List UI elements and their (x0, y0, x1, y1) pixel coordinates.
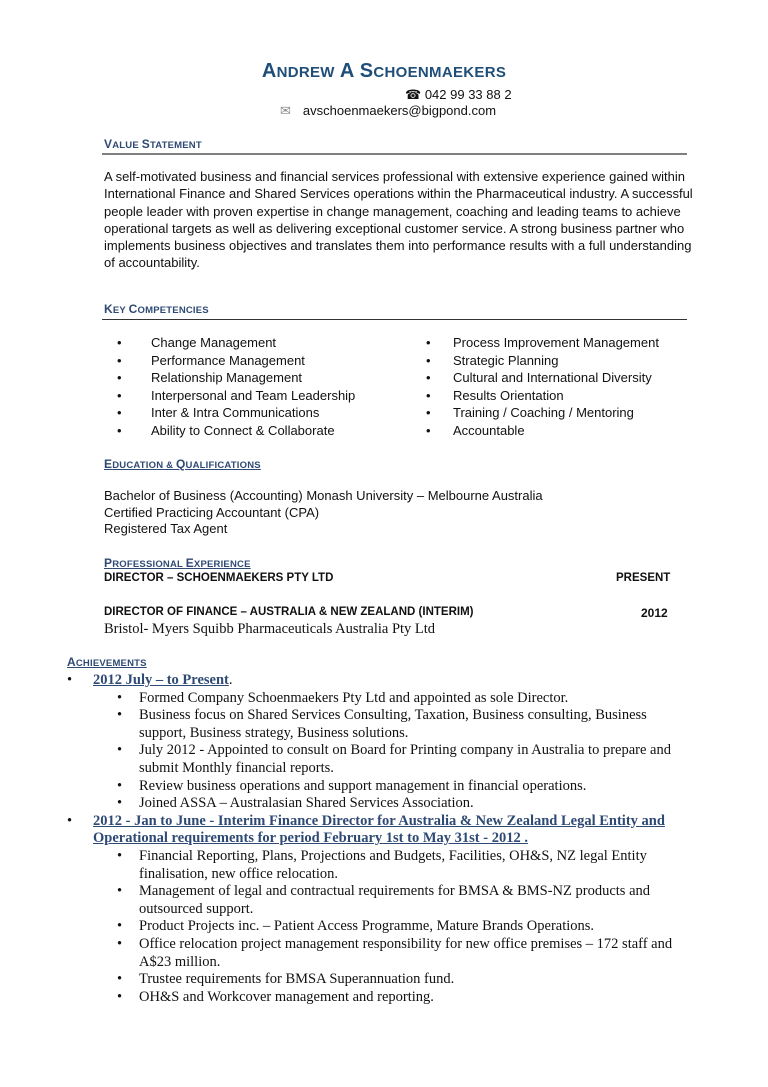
experience-heading (104, 556, 251, 570)
candidate-name (0, 60, 768, 83)
achievement-text: Formed Company Schoenmaekers Pty Ltd and appointed as sole Director. (139, 689, 569, 706)
achievement-group (67, 813, 697, 848)
phone-line (405, 87, 512, 103)
achievement-text: July 2012 - Appointed to consult on Board for Printing company in Australia to prepare and submit Monthly financial reports. (139, 742, 671, 776)
competency-label: Accountable (453, 422, 525, 438)
list-item (117, 387, 407, 405)
bullet-icon: • (426, 405, 431, 420)
education-item: Bachelor of Business (Accounting) Monash University – Melbourne Australia (104, 488, 543, 503)
heading-rest: UALIFICATIONS (185, 460, 261, 471)
job-date: 2012 (641, 606, 668, 620)
list-item (117, 369, 407, 387)
achievement-text: Review business operations and support management in financial operations. (139, 777, 587, 794)
achievements-list (67, 672, 697, 1006)
list-item (117, 404, 407, 422)
list-item (67, 918, 697, 936)
achievement-text: Office relocation project management responsibility for new office premises – 172 staff and A$23 million. (139, 935, 673, 970)
heading-initial: K (104, 302, 113, 316)
heading-initial: P (104, 556, 113, 570)
competency-label: Inter & Intra Communications (151, 405, 320, 420)
competency-label: Change Management (151, 335, 277, 350)
heading-rest: ROFESSIONAL (112, 559, 186, 570)
competency-label: Ability to Connect & Collaborate (151, 422, 335, 438)
name-initial: A (339, 60, 354, 82)
bullet-icon: • (117, 370, 122, 385)
education-list (104, 488, 543, 538)
bullet-icon: • (67, 812, 73, 829)
achievement-text: OH&S and Workcover management and reporting. (139, 988, 434, 1005)
competency-label: Strategic Planning (453, 352, 559, 368)
list-item (426, 334, 696, 352)
competency-label: Cultural and International Diversity (453, 370, 652, 385)
list-item (67, 971, 697, 989)
list-item (117, 334, 407, 352)
education-item: Certified Practicing Accountant (CPA) (104, 504, 320, 520)
job-date: PRESENT (616, 572, 671, 584)
bullet-icon: • (117, 777, 123, 794)
list-item (67, 936, 697, 971)
achievement-text: Product Projects inc. – Patient Access Programme, Mature Brands Operations. (139, 918, 595, 935)
job-title: DIRECTOR OF FINANCE – AUSTRALIA & NEW ZEALAND (INTERIM) (104, 606, 474, 618)
section-divider (102, 319, 687, 320)
bullet-icon: • (426, 422, 431, 438)
bullet-icon: • (117, 988, 123, 1005)
heading-initial: A (67, 655, 76, 669)
bullet-icon: • (117, 689, 123, 706)
bullet-icon: • (117, 335, 122, 350)
bullet-icon: • (117, 795, 123, 812)
achievement-period: 2012 July – to Present (93, 672, 229, 688)
education-item: Registered Tax Agent (104, 521, 228, 536)
heading-initial: V (104, 137, 113, 151)
achievements-heading (67, 655, 147, 669)
list-item (67, 690, 697, 708)
bullet-icon: • (117, 935, 123, 952)
competency-label: Process Improvement Management (453, 335, 659, 350)
list-item (67, 795, 697, 813)
bullet-icon: • (117, 918, 123, 935)
competency-label: Training / Coaching / Mentoring (453, 405, 634, 420)
name-rest: CHOENMAEKERS (373, 64, 507, 81)
competencies-right-list (426, 334, 696, 439)
achievement-text: Management of legal and contractual requirements for BMSA & BMS-NZ products and outsourced support. (139, 883, 651, 917)
email-line (280, 103, 496, 119)
list-item (67, 707, 697, 742)
phone-number: 042 99 33 88 2 (424, 87, 512, 102)
bullet-icon: • (426, 370, 431, 385)
phone-icon: ☎ (405, 87, 422, 102)
bullet-icon: • (117, 742, 123, 759)
heading-rest: TATEMENT (149, 140, 202, 151)
heading-rest: ALUE (112, 140, 142, 151)
bullet-icon: • (67, 672, 73, 688)
list-item (426, 387, 696, 405)
list-item (426, 352, 696, 370)
value-statement-heading (104, 137, 202, 151)
list-item (67, 742, 697, 777)
heading-initial: S (141, 137, 150, 151)
achievement-period: 2012 - Jan to June - Interim Finance Director for Australia & New Zealand Legal Entity and Operational requirements for period February 1st to May 31st - 2012 . (93, 812, 665, 847)
achievement-text: Trustee requirements for BMSA Superannuation fund. (139, 971, 455, 988)
bullet-icon: • (117, 847, 123, 864)
competency-label: Relationship Management (151, 370, 303, 385)
job-title: DIRECTOR – SCHOENMAEKERS PTY LTD (104, 572, 334, 584)
competency-label: Results Orientation (453, 387, 564, 403)
education-heading (104, 457, 261, 471)
section-divider (102, 153, 687, 155)
achievement-text: Business focus on Shared Services Consulting, Taxation, Business consulting, Business support, Business strategy, Business solutions. (139, 707, 647, 741)
bullet-icon: • (117, 883, 123, 900)
email-address[interactable]: avschoenmaekers@bigpond.com (302, 103, 497, 118)
heading-rest: EY (112, 305, 129, 316)
bullet-icon: • (426, 335, 431, 350)
key-competencies-heading (104, 302, 209, 316)
heading-initial: E (104, 457, 113, 471)
heading-initial: C (128, 302, 138, 316)
list-item (426, 404, 696, 422)
envelope-icon: ✉ (280, 103, 291, 118)
list-item (426, 422, 696, 440)
heading-rest: XPERIENCE (193, 559, 251, 570)
achievement-text: Financial Reporting, Plans, Projections and Budgets, Facilities, OH&S, NZ legal Entity finalisation, new office relocation. (139, 847, 647, 882)
heading-initial: Q (176, 457, 186, 471)
list-item (67, 883, 697, 918)
name-rest: NDREW (276, 64, 335, 81)
bullet-icon: • (117, 707, 123, 724)
bullet-icon: • (426, 352, 431, 368)
heading-rest: DUCATION & (112, 460, 176, 471)
list-item (426, 369, 696, 387)
competency-label: Interpersonal and Team Leadership (151, 387, 356, 403)
heading-rest: OMPETENCIES (137, 305, 209, 316)
bullet-icon: • (117, 971, 123, 988)
name-initial: S (359, 60, 374, 82)
achievement-text: Joined ASSA – Australasian Shared Services Association. (139, 795, 474, 812)
list-item (67, 848, 697, 883)
list-item (117, 422, 407, 440)
achievement-group (67, 672, 697, 690)
bullet-icon: • (117, 352, 122, 368)
bullet-icon: • (426, 387, 431, 403)
bullet-icon: • (117, 405, 122, 420)
bullet-icon: • (117, 387, 122, 403)
list-item (67, 778, 697, 796)
period-suffix: . (228, 672, 233, 688)
competencies-left-list (117, 334, 407, 439)
bullet-icon: • (117, 422, 122, 438)
company-name: Bristol- Myers Squibb Pharmaceuticals Australia Pty Ltd (104, 621, 436, 637)
list-item (117, 352, 407, 370)
heading-rest: CHIEVEMENTS (75, 658, 147, 669)
list-item (67, 989, 697, 1007)
name-initial: A (261, 60, 277, 82)
competency-label: Performance Management (151, 352, 305, 368)
value-statement-text: A self-motivated business and financial services professional with extensive experience gained within International Finance and Shared Services operations within the Pharmaceutical industry. A successful people leader with proven expertise in change management, coaching and leading teams to achieve operational targets as well as delivering exceptional customer service. A strong business partner who implements business objectives and translates them into performance results with a full understanding of accountability. (104, 169, 693, 271)
heading-initial: E (185, 556, 194, 570)
